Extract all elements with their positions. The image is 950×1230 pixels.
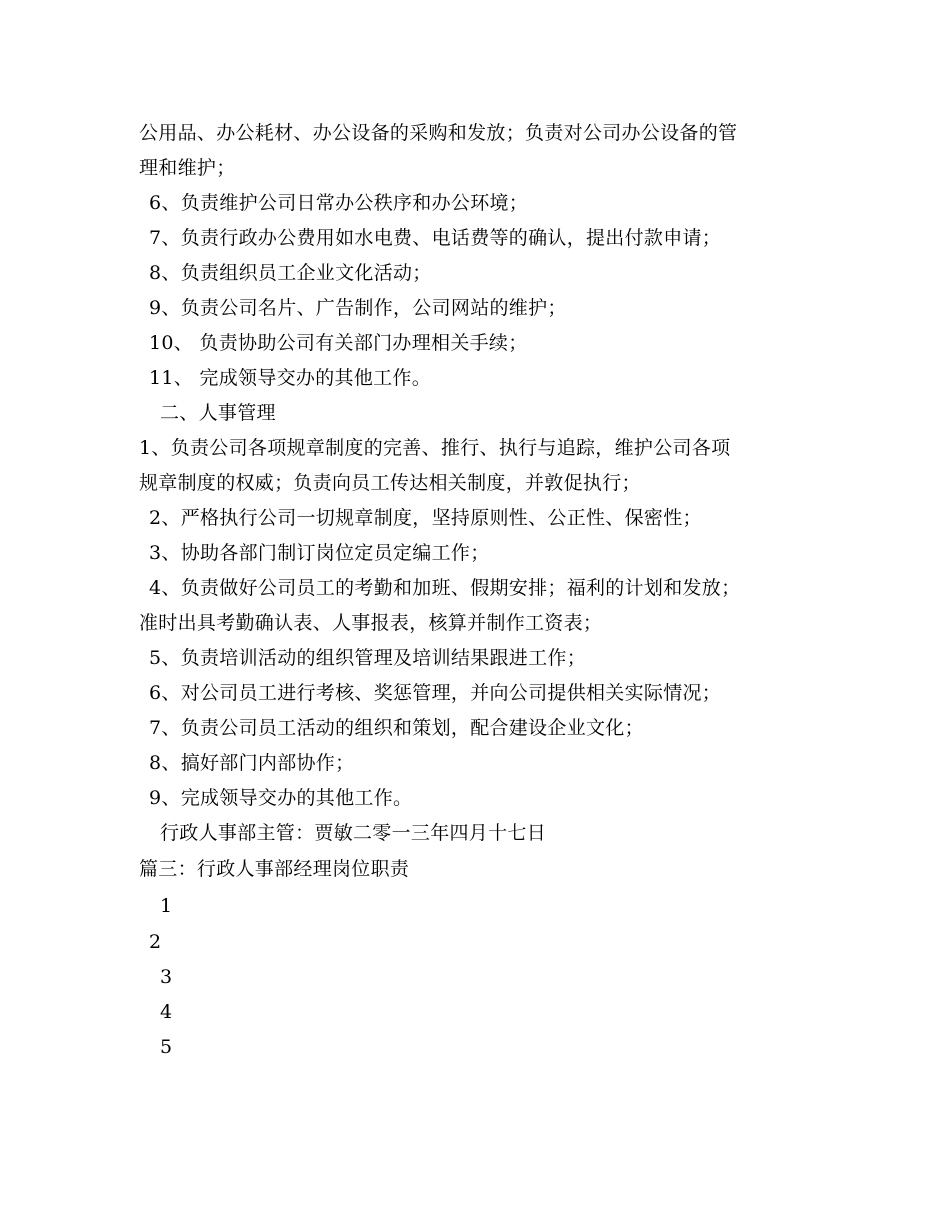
text-line: 准时出具考勤确认表、人事报表，核算并制作工资表； <box>139 612 603 634</box>
list-number: 1 <box>160 895 173 917</box>
text-line: 7、负责行政办公费用如水电费、电话费等的确认，提出付款申请； <box>149 227 722 249</box>
list-number: 3 <box>160 966 173 988</box>
text-line: 公用品、办公耗材、办公设备的采购和发放；负责对公司办公设备的管 <box>139 122 738 144</box>
list-number: 5 <box>160 1036 173 1058</box>
text-line: 规章制度的权威；负责向员工传达相关制度，并敦促执行； <box>139 472 641 494</box>
text-line: 9、负责公司名片、广告制作，公司网站的维护； <box>149 297 567 319</box>
text-line: 10、 负责协助公司有关部门办理相关手续； <box>149 332 528 354</box>
section-heading: 篇三：行政人事部经理岗位职责 <box>139 858 410 880</box>
text-line: 11、 完成领导交办的其他工作。 <box>149 367 432 389</box>
section-heading: 二、人事管理 <box>160 402 276 424</box>
text-line: 5、负责培训活动的组织管理及培训结果跟进工作； <box>149 647 586 669</box>
text-line: 9、完成领导交办的其他工作。 <box>149 787 413 809</box>
text-line: 理和维护； <box>139 157 236 179</box>
list-number: 2 <box>149 931 162 953</box>
text-line: 6、对公司员工进行考核、奖惩管理，并向公司提供相关实际情况； <box>149 682 722 704</box>
text-line: 3、协助各部门制订岗位定员定编工作； <box>149 542 490 564</box>
text-line: 4、负责做好公司员工的考勤和加班、假期安排；福利的计划和发放； <box>149 577 741 599</box>
list-number: 4 <box>160 1001 173 1023</box>
signature-line: 行政人事部主管：贾敏二零一三年四月十七日 <box>160 822 547 844</box>
text-line: 2、严格执行公司一切规章制度，坚持原则性、公正性、保密性； <box>149 507 702 529</box>
text-line: 8、负责组织员工企业文化活动； <box>149 262 432 284</box>
text-line: 7、负责公司员工活动的组织和策划，配合建设企业文化； <box>149 717 644 739</box>
text-line: 6、负责维护公司日常办公秩序和办公环境； <box>149 192 529 214</box>
text-line: 8、搞好部门内部协作； <box>149 752 355 774</box>
text-line: 1、负责公司各项规章制度的完善、推行、执行与追踪，维护公司各项 <box>139 437 731 459</box>
